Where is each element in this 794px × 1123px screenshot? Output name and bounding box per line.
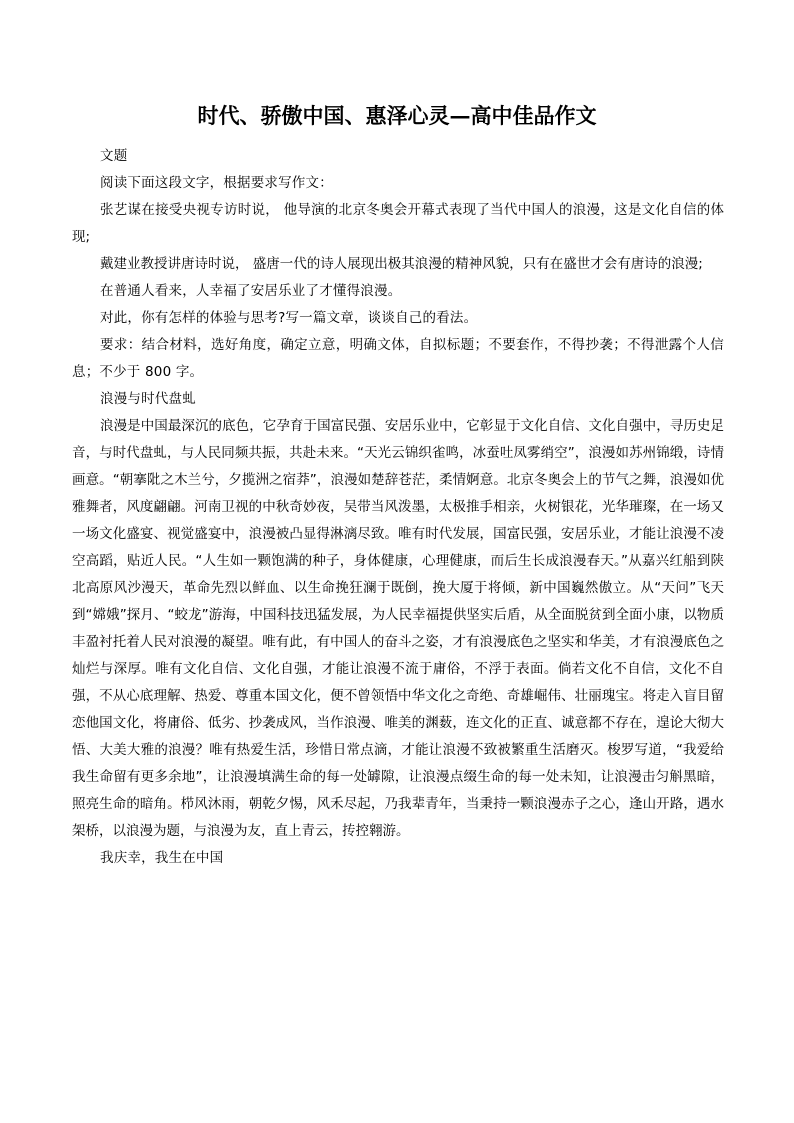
essay-closing-line: 我庆幸，我生在中国 bbox=[100, 850, 224, 866]
document-body bbox=[72, 143, 724, 872]
essay-title: 浪漫与时代盘虬 bbox=[100, 391, 196, 407]
instruction-paragraph: 阅读下面这段文字，根据要求写作文： bbox=[100, 175, 333, 191]
requirements-paragraph: 要求：结合材料，选好角度，确定立意，明确文体，自拟标题；不要套作，不得抄袭；不得泄露个人信息；不少于 800 字。 bbox=[72, 337, 724, 380]
essay-body-paragraph: 浪漫是中国最深沉的底色，它孕育于国富民强、安居乐业中，它彰显于文化自信、文化自强中，寻历史足音，与时代盘虬，与人民同频共振，共赴未来。“天光云锦织雀鸣，冰蚕吐凤雾绡空”，浪漫如苏州锦缎，诗情画意。“朝搴阰之木兰兮，夕揽洲之宿莽”，浪漫如楚辞苍茫，柔情婀意。北京冬奥会上的节气之舞，浪漫如优雅舞者，风度翩翩。河南卫视的中秋奇妙夜，吴带当风泼墨，太极推手相亲，火树银花，光华璀璨，在一场又一场文化盛宴、视觉盛宴中，浪漫被凸显得淋漓尽致。唯有时代发展，国富民强，安居乐业，才能让浪漫不凌空高蹈，贴近人民。“人生如一颗饱满的种子，身体健康，心理健康，而后生长成浪漫春天。”从嘉兴红船到陕北高原风沙漫天，革命先烈以鲜血、以生命挽狂澜于既倒，挽大厦于将倾，新中国巍然傲立。从“天问”飞天到“嫦娥”探月、“蛟龙”游海，中国科技迅猛发展，为人民幸福提供坚实后盾，从全面脱贫到全面小康，以物质丰盈衬托着人民对浪漫的凝望。唯有此，有中国人的奋斗之姿，才有浪漫底色之坚实和华美，才有浪漫底色之灿烂与深厚。唯有文化自信、文化自强，才能让浪漫不流于庸俗，不浮于表面。倘若文化不自信，文化不自强，不从心底理解、热爱、尊重本国文化，便不曾领悟中华文化之奇绝、奇雄崛伟、壮丽瑰宝。将走入盲目留恋他国文化，将庸俗、低劣、抄袭成风，当作浪漫、唯美的渊薮，连文化的正直、诚意都不存在，遑论大彻大悟、大美大雅的浪漫？唯有热爱生活，珍惜日常点滴，才能让浪漫不致被繁重生活磨灭。梭罗写道，“我爱给我生命留有更多余地”，让浪漫填满生命的每一处罅隙，让浪漫点缀生命的每一处未知，让浪漫击匀斛黑暗，照亮生命的暗角。栉风沐雨，朝乾夕惕，风禾尽起，乃我辈青年，当秉持一颗浪漫赤子之心，逢山开路，遇水架桥，以浪漫为题，与浪漫为友，直上青云，抟控翱游。 bbox=[72, 418, 724, 839]
document-title: 时代、骄傲中国、惠泽心灵—高中佳品作文 bbox=[197, 103, 597, 128]
section-label: 文题 bbox=[100, 148, 128, 164]
material-paragraph-3: 在普通人看来，人幸福了安居乐业了才懂得浪漫。 bbox=[100, 283, 402, 299]
material-paragraph-1: 张艺谋在接受央视专访时说， 他导演的北京冬奥会开幕式表现了当代中国人的浪漫，这是文化自信的体现; bbox=[72, 202, 724, 245]
prompt-paragraph: 对此，你有怎样的体验与思考?写一篇文章，谈谈自己的看法。 bbox=[100, 310, 478, 326]
material-paragraph-2: 戴建业教授讲唐诗时说， 盛唐一代的诗人展现出极其浪漫的精神风貌，只有在盛世才会有唐诗的浪漫; bbox=[100, 256, 703, 272]
